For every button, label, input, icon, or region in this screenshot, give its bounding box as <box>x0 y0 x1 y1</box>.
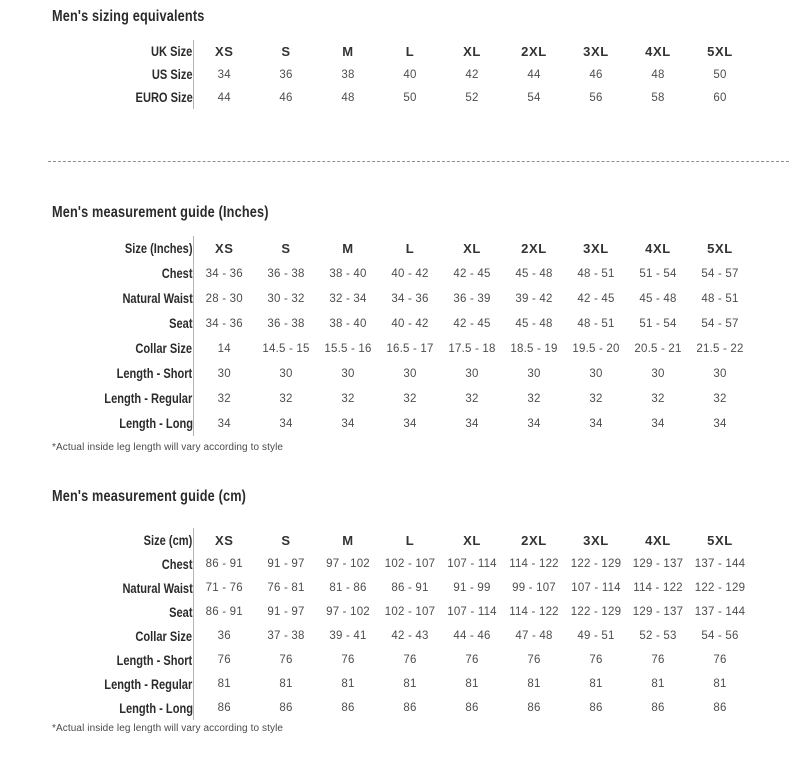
header-row <box>0 528 751 552</box>
table-row <box>0 311 751 336</box>
header-row <box>0 236 751 261</box>
table-cell: 44 - 46 <box>453 630 491 642</box>
table-cell: 21.5 - 22 <box>696 342 744 355</box>
table-cell: 51 - 54 <box>639 317 677 330</box>
column-header: M <box>342 44 354 59</box>
table-cell: 42 - 43 <box>391 630 429 642</box>
table-cell: 91 - 97 <box>267 606 305 618</box>
table-cell: 76 <box>651 654 665 666</box>
table-row <box>0 552 751 576</box>
table-cell: 34 <box>279 417 293 430</box>
table-cell: 81 <box>651 678 665 690</box>
column-header: XS <box>193 528 255 552</box>
table-cell: 32 <box>651 392 665 405</box>
column-header: S <box>281 44 291 59</box>
table-cell: 14 <box>193 336 255 361</box>
row-label: Chest <box>161 556 193 572</box>
row-label: Length - Regular <box>104 391 193 406</box>
table-cell: 86 <box>341 702 355 714</box>
table-cell: 86 <box>279 702 293 714</box>
table-cell: 86 <box>713 702 727 714</box>
table-row <box>0 411 751 436</box>
column-header: 2XL <box>521 532 547 548</box>
table-cell: 76 <box>341 654 355 666</box>
table-cell: 54 - 57 <box>701 267 739 280</box>
table-cell: 30 <box>589 367 603 380</box>
table-cell: 40 - 42 <box>391 267 429 280</box>
table-cell: 60 <box>713 91 727 104</box>
row-label: Length - Short <box>116 652 193 668</box>
table-row <box>0 86 751 109</box>
table-cell: 32 <box>341 392 355 405</box>
table-cell: 86 <box>589 702 603 714</box>
header-row <box>0 40 751 63</box>
table-cell: 32 <box>527 392 541 405</box>
table-cell: 54 - 57 <box>701 317 739 330</box>
table-cell: 76 <box>403 654 417 666</box>
table-cell: 102 - 107 <box>384 558 436 570</box>
table-cell: 76 <box>279 654 293 666</box>
table-cell: 32 - 34 <box>329 292 367 305</box>
table-cell: 34 <box>527 417 541 430</box>
table-cell: 52 - 53 <box>639 630 677 642</box>
table-cell: 81 <box>193 672 255 696</box>
table-cell: 81 - 86 <box>329 582 367 594</box>
table-cell: 30 <box>193 361 255 386</box>
table-cell: 36 <box>279 68 293 81</box>
table-cell: 76 <box>527 654 541 666</box>
table-cell: 32 <box>465 392 479 405</box>
table-cell: 30 <box>527 367 541 380</box>
column-header: 5XL <box>707 241 733 256</box>
measurement-cm-table <box>0 528 752 720</box>
column-header: 3XL <box>583 241 609 256</box>
table-cell: 34 <box>589 417 603 430</box>
table-cell: 122 - 129 <box>570 558 622 570</box>
table-cell: 42 - 45 <box>453 267 491 280</box>
row-label: Chest <box>161 266 193 281</box>
table-cell: 30 <box>713 367 727 380</box>
table-row <box>0 361 751 386</box>
table-cell: 49 - 51 <box>577 630 615 642</box>
table-cell: 30 <box>465 367 479 380</box>
table-cell: 48 - 51 <box>577 317 615 330</box>
table-cell: 114 - 122 <box>633 582 683 594</box>
table-cell: 42 <box>465 68 479 81</box>
column-header: 3XL <box>583 44 609 59</box>
table-cell: 34 - 36 <box>193 311 255 336</box>
row-label: Length - Short <box>116 366 193 381</box>
header-row-label: UK Size <box>151 44 193 59</box>
row-label: Length - Regular <box>104 676 193 692</box>
table-cell: 122 - 129 <box>694 582 746 594</box>
table-cell: 34 <box>403 417 417 430</box>
table-cell: 50 <box>403 91 417 104</box>
table-row <box>0 336 751 361</box>
column-header: M <box>342 532 354 548</box>
table-cell: 86 <box>193 696 255 720</box>
table-cell: 50 <box>713 68 727 81</box>
header-row-label: Size (cm) <box>143 532 193 548</box>
column-header: S <box>281 532 291 548</box>
column-header: 2XL <box>521 44 547 59</box>
table-cell: 42 - 45 <box>453 317 491 330</box>
column-header: 4XL <box>645 241 671 256</box>
table-cell: 114 - 122 <box>509 606 559 618</box>
table-cell: 39 - 41 <box>329 630 367 642</box>
table-row <box>0 600 751 624</box>
table-row <box>0 672 751 696</box>
table-cell: 56 <box>589 91 603 104</box>
table-cell: 44 <box>193 86 255 109</box>
table-cell: 51 - 54 <box>639 267 677 280</box>
section-title-sizing-equivalents: Men's sizing equivalents <box>52 8 205 25</box>
table-cell: 16.5 - 17 <box>386 342 434 355</box>
table-cell: 38 - 40 <box>329 267 367 280</box>
table-cell: 45 - 48 <box>639 292 677 305</box>
table-cell: 48 - 51 <box>577 267 615 280</box>
table-cell: 32 <box>193 386 255 411</box>
table-cell: 40 <box>403 68 417 81</box>
table-cell: 107 - 114 <box>447 558 497 570</box>
table-cell: 91 - 99 <box>453 582 491 594</box>
table-cell: 36 - 39 <box>453 292 491 305</box>
table-cell: 81 <box>589 678 603 690</box>
table-cell: 86 - 91 <box>193 552 255 576</box>
table-cell: 47 - 48 <box>515 630 553 642</box>
table-cell: 99 - 107 <box>512 582 556 594</box>
row-label: Natural Waist <box>122 580 193 596</box>
row-label: Collar Size <box>135 341 193 356</box>
table-cell: 86 <box>465 702 479 714</box>
table-cell: 28 - 30 <box>193 286 255 311</box>
table-cell: 18.5 - 19 <box>510 342 558 355</box>
table-cell: 34 <box>341 417 355 430</box>
table-cell: 107 - 114 <box>571 582 621 594</box>
table-row <box>0 261 751 286</box>
table-cell: 81 <box>527 678 541 690</box>
table-cell: 97 - 102 <box>326 606 370 618</box>
row-label: Seat <box>169 604 193 620</box>
table-cell: 30 - 32 <box>267 292 305 305</box>
table-cell: 86 - 91 <box>193 600 255 624</box>
row-label: Natural Waist <box>122 291 193 306</box>
table-cell: 45 - 48 <box>515 267 553 280</box>
table-cell: 54 <box>527 91 541 104</box>
row-label: Collar Size <box>135 628 193 644</box>
table-cell: 86 <box>527 702 541 714</box>
table-cell: 15.5 - 16 <box>324 342 372 355</box>
column-header: XL <box>463 241 481 256</box>
table-cell: 81 <box>465 678 479 690</box>
table-cell: 30 <box>341 367 355 380</box>
column-header: L <box>405 241 415 256</box>
table-cell: 81 <box>713 678 727 690</box>
table-cell: 102 - 107 <box>384 606 436 618</box>
table-row <box>0 63 751 86</box>
table-cell: 48 <box>341 91 355 104</box>
column-header: L <box>405 44 415 59</box>
table-cell: 19.5 - 20 <box>572 342 620 355</box>
table-cell: 76 <box>589 654 603 666</box>
table-cell: 34 <box>651 417 665 430</box>
table-cell: 36 <box>193 624 255 648</box>
table-row <box>0 624 751 648</box>
table-cell: 91 - 97 <box>267 558 305 570</box>
column-header: 4XL <box>645 532 671 548</box>
table-cell: 34 - 36 <box>193 261 255 286</box>
table-cell: 32 <box>403 392 417 405</box>
table-cell: 38 - 40 <box>329 317 367 330</box>
table-cell: 48 <box>651 68 665 81</box>
table-cell: 76 <box>713 654 727 666</box>
table-cell: 86 <box>651 702 665 714</box>
row-label: US Size <box>151 67 193 82</box>
table-cell: 137 - 144 <box>694 606 746 618</box>
table-cell: 86 - 91 <box>391 582 429 594</box>
table-cell: 17.5 - 18 <box>448 342 496 355</box>
table-cell: 30 <box>403 367 417 380</box>
dashed-divider <box>48 161 789 162</box>
inches-footnote: *Actual inside leg length will vary according to style <box>52 442 284 453</box>
column-header: 5XL <box>707 44 733 59</box>
table-cell: 39 - 42 <box>515 292 553 305</box>
table-cell: 32 <box>713 392 727 405</box>
column-header: 2XL <box>521 241 547 256</box>
table-cell: 137 - 144 <box>694 558 746 570</box>
table-cell: 76 <box>193 648 255 672</box>
table-cell: 54 - 56 <box>701 630 739 642</box>
measurement-inches-table <box>0 236 752 436</box>
table-cell: 114 - 122 <box>509 558 559 570</box>
table-cell: 81 <box>341 678 355 690</box>
sizing-equivalents-table <box>0 40 751 109</box>
table-cell: 48 - 51 <box>701 292 739 305</box>
column-header: XL <box>463 44 481 59</box>
table-row <box>0 576 751 600</box>
column-header: 4XL <box>645 44 671 59</box>
table-cell: 32 <box>279 392 293 405</box>
column-header: M <box>342 241 354 256</box>
table-cell: 34 <box>465 417 479 430</box>
table-cell: 30 <box>651 367 665 380</box>
column-header: 3XL <box>583 532 609 548</box>
table-cell: 71 - 76 <box>193 576 255 600</box>
table-row <box>0 696 751 720</box>
table-cell: 46 <box>279 91 293 104</box>
column-header: 5XL <box>707 532 733 548</box>
table-cell: 122 - 129 <box>570 606 622 618</box>
table-cell: 107 - 114 <box>447 606 497 618</box>
column-header: L <box>405 532 415 548</box>
table-row <box>0 386 751 411</box>
table-cell: 97 - 102 <box>326 558 370 570</box>
table-cell: 34 <box>193 63 255 86</box>
table-cell: 76 - 81 <box>267 582 305 594</box>
table-cell: 36 - 38 <box>267 267 305 280</box>
table-cell: 81 <box>403 678 417 690</box>
column-header: XL <box>463 532 481 548</box>
column-header: XS <box>193 236 255 261</box>
row-label: EURO Size <box>135 90 193 105</box>
table-cell: 32 <box>589 392 603 405</box>
table-cell: 129 - 137 <box>632 606 684 618</box>
table-cell: 20.5 - 21 <box>634 342 682 355</box>
column-header: XS <box>193 40 255 63</box>
table-cell: 36 - 38 <box>267 317 305 330</box>
table-cell: 14.5 - 15 <box>262 342 310 355</box>
table-row <box>0 648 751 672</box>
table-cell: 42 - 45 <box>577 292 615 305</box>
table-row <box>0 286 751 311</box>
table-cell: 76 <box>465 654 479 666</box>
table-cell: 34 <box>713 417 727 430</box>
table-cell: 86 <box>403 702 417 714</box>
table-cell: 40 - 42 <box>391 317 429 330</box>
column-header: S <box>281 241 291 256</box>
table-cell: 58 <box>651 91 665 104</box>
table-cell: 34 <box>193 411 255 436</box>
table-cell: 52 <box>465 91 479 104</box>
table-cell: 34 - 36 <box>391 292 429 305</box>
header-row-label: Size (Inches) <box>124 241 193 256</box>
table-cell: 45 - 48 <box>515 317 553 330</box>
table-cell: 129 - 137 <box>632 558 684 570</box>
row-label: Length - Long <box>118 416 193 431</box>
row-label: Seat <box>169 316 193 331</box>
table-cell: 37 - 38 <box>267 630 305 642</box>
row-label: Length - Long <box>118 700 193 716</box>
table-cell: 44 <box>527 68 541 81</box>
section-title-measurement-cm: Men's measurement guide (cm) <box>52 488 247 505</box>
section-title-measurement-inches: Men's measurement guide (Inches) <box>52 204 269 221</box>
table-cell: 46 <box>589 68 603 81</box>
table-cell: 30 <box>279 367 293 380</box>
table-cell: 38 <box>341 68 355 81</box>
cm-footnote: *Actual inside leg length will vary according to style <box>52 723 284 734</box>
table-cell: 81 <box>279 678 293 690</box>
